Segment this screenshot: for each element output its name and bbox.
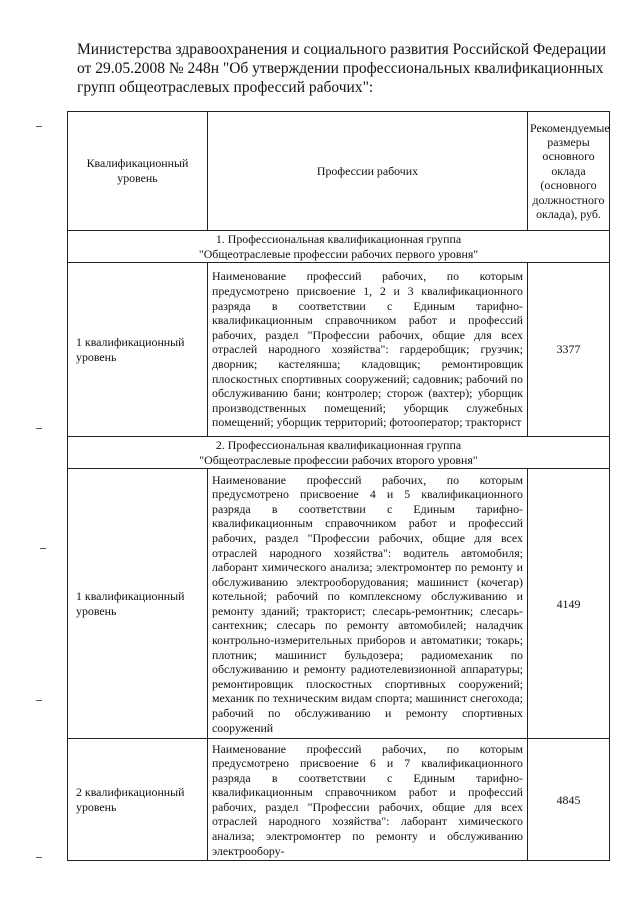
table-row	[68, 739, 610, 861]
professions-cell: Наименование профессий рабочих, по которым предусмотрено присвоение 4 и 5 квалификационного разряда в соответствии с Единым тарифно-квалификационным справочником работ и профессий рабочих, раздел "Профессии рабочих, общие для всех отраслей народного хозяйства": водитель автомобиля; лаборант химического анализа; электромонтер по ремонту и обслуживанию электрооборудования; машинист (кочегар) котельной; рабочий по комплексному обслуживанию и ремонту зданий; тракторист; слесарь-ремонтник; слесарь-сантехник; слесарь по ремонту автомобилей; наладчик контрольно-измерительных приборов и автоматики; токарь; плотник; машинист бульдозера; радиомеханик по обслуживанию и ремонту радиотелевизионной аппаратуры; ремонтировщик плоскостных спортивных сооружений; механик по техническим видам спорта; машинист снегохода; рабочий по обслуживанию и ремонту спортивных сооружений	[208, 469, 528, 739]
header-salary: Рекомендуемые размеры основного оклада (основного должностного оклада), руб.	[528, 112, 610, 231]
salary-cell: 4149	[528, 469, 610, 739]
professions-cell: Наименование профессий рабочих, по которым предусмотрено присвоение 1, 2 и 3 квалификационного разряда в соответствии с Единым тарифно-квалификационным справочником работ и профессий рабочих, раздел "Профессии рабочих, общие для всех отраслей народного хозяйства": гардеробщик; грузчик; дворник; кастелянша; кладовщик; ремонтировщик плоскостных спортивных сооружений; садовник; рабочий по обслуживанию бани; контролер; сторож (вахтер); уборщик производственных помещений; уборщик служебных помещений; уборщик территорий; фотооператор; тракторист	[208, 263, 528, 437]
scan-mark	[36, 700, 42, 701]
group-title-row	[68, 437, 610, 469]
professions-cell: Наименование профессий рабочих, по которым предусмотрено присвоение 6 и 7 квалификационного разряда в соответствии с Единым тарифно-квалификационным справочником работ и профессий рабочих, раздел "Профессии рабочих, общие для всех отраслей народного хозяйства": лаборант химического анализа; электромонтер по ремонту и обслуживанию электрообору-	[208, 739, 528, 861]
document-heading: Министерства здравоохранения и социального развития Российской Федерации от 29.05.2008 № 248н "Об утверждении профессиональных квалификационных групп общеотраслевых профессий рабочих":	[77, 41, 607, 96]
group-title-line: 2. Профессиональная квалификационная группа	[215, 438, 462, 453]
table-row	[68, 469, 610, 739]
qualification-table	[67, 111, 610, 861]
group-title-line: "Общеотраслевые профессии рабочих второго уровня"	[199, 452, 478, 467]
group-title-line: "Общеотраслевые профессии рабочих первого уровня"	[198, 246, 479, 261]
salary-cell: 3377	[528, 263, 610, 437]
scan-mark	[36, 126, 42, 127]
group-title-line: 1. Профессиональная квалификационная группа	[215, 232, 462, 246]
salary-cell: 4845	[528, 739, 610, 861]
header-level: Квалификационный уровень	[68, 112, 208, 231]
scan-mark	[36, 857, 42, 858]
table-row	[68, 263, 610, 437]
level-cell: 2 квалификационный уровень	[68, 739, 208, 861]
level-cell: 1 квалификационный уровень	[68, 469, 208, 739]
group-title-row	[68, 231, 610, 263]
scan-mark	[40, 548, 46, 549]
level-cell: 1 квалификационный уровень	[68, 263, 208, 437]
scan-mark	[36, 428, 42, 429]
header-professions: Профессии рабочих	[208, 112, 528, 231]
table-header-row	[68, 112, 610, 231]
